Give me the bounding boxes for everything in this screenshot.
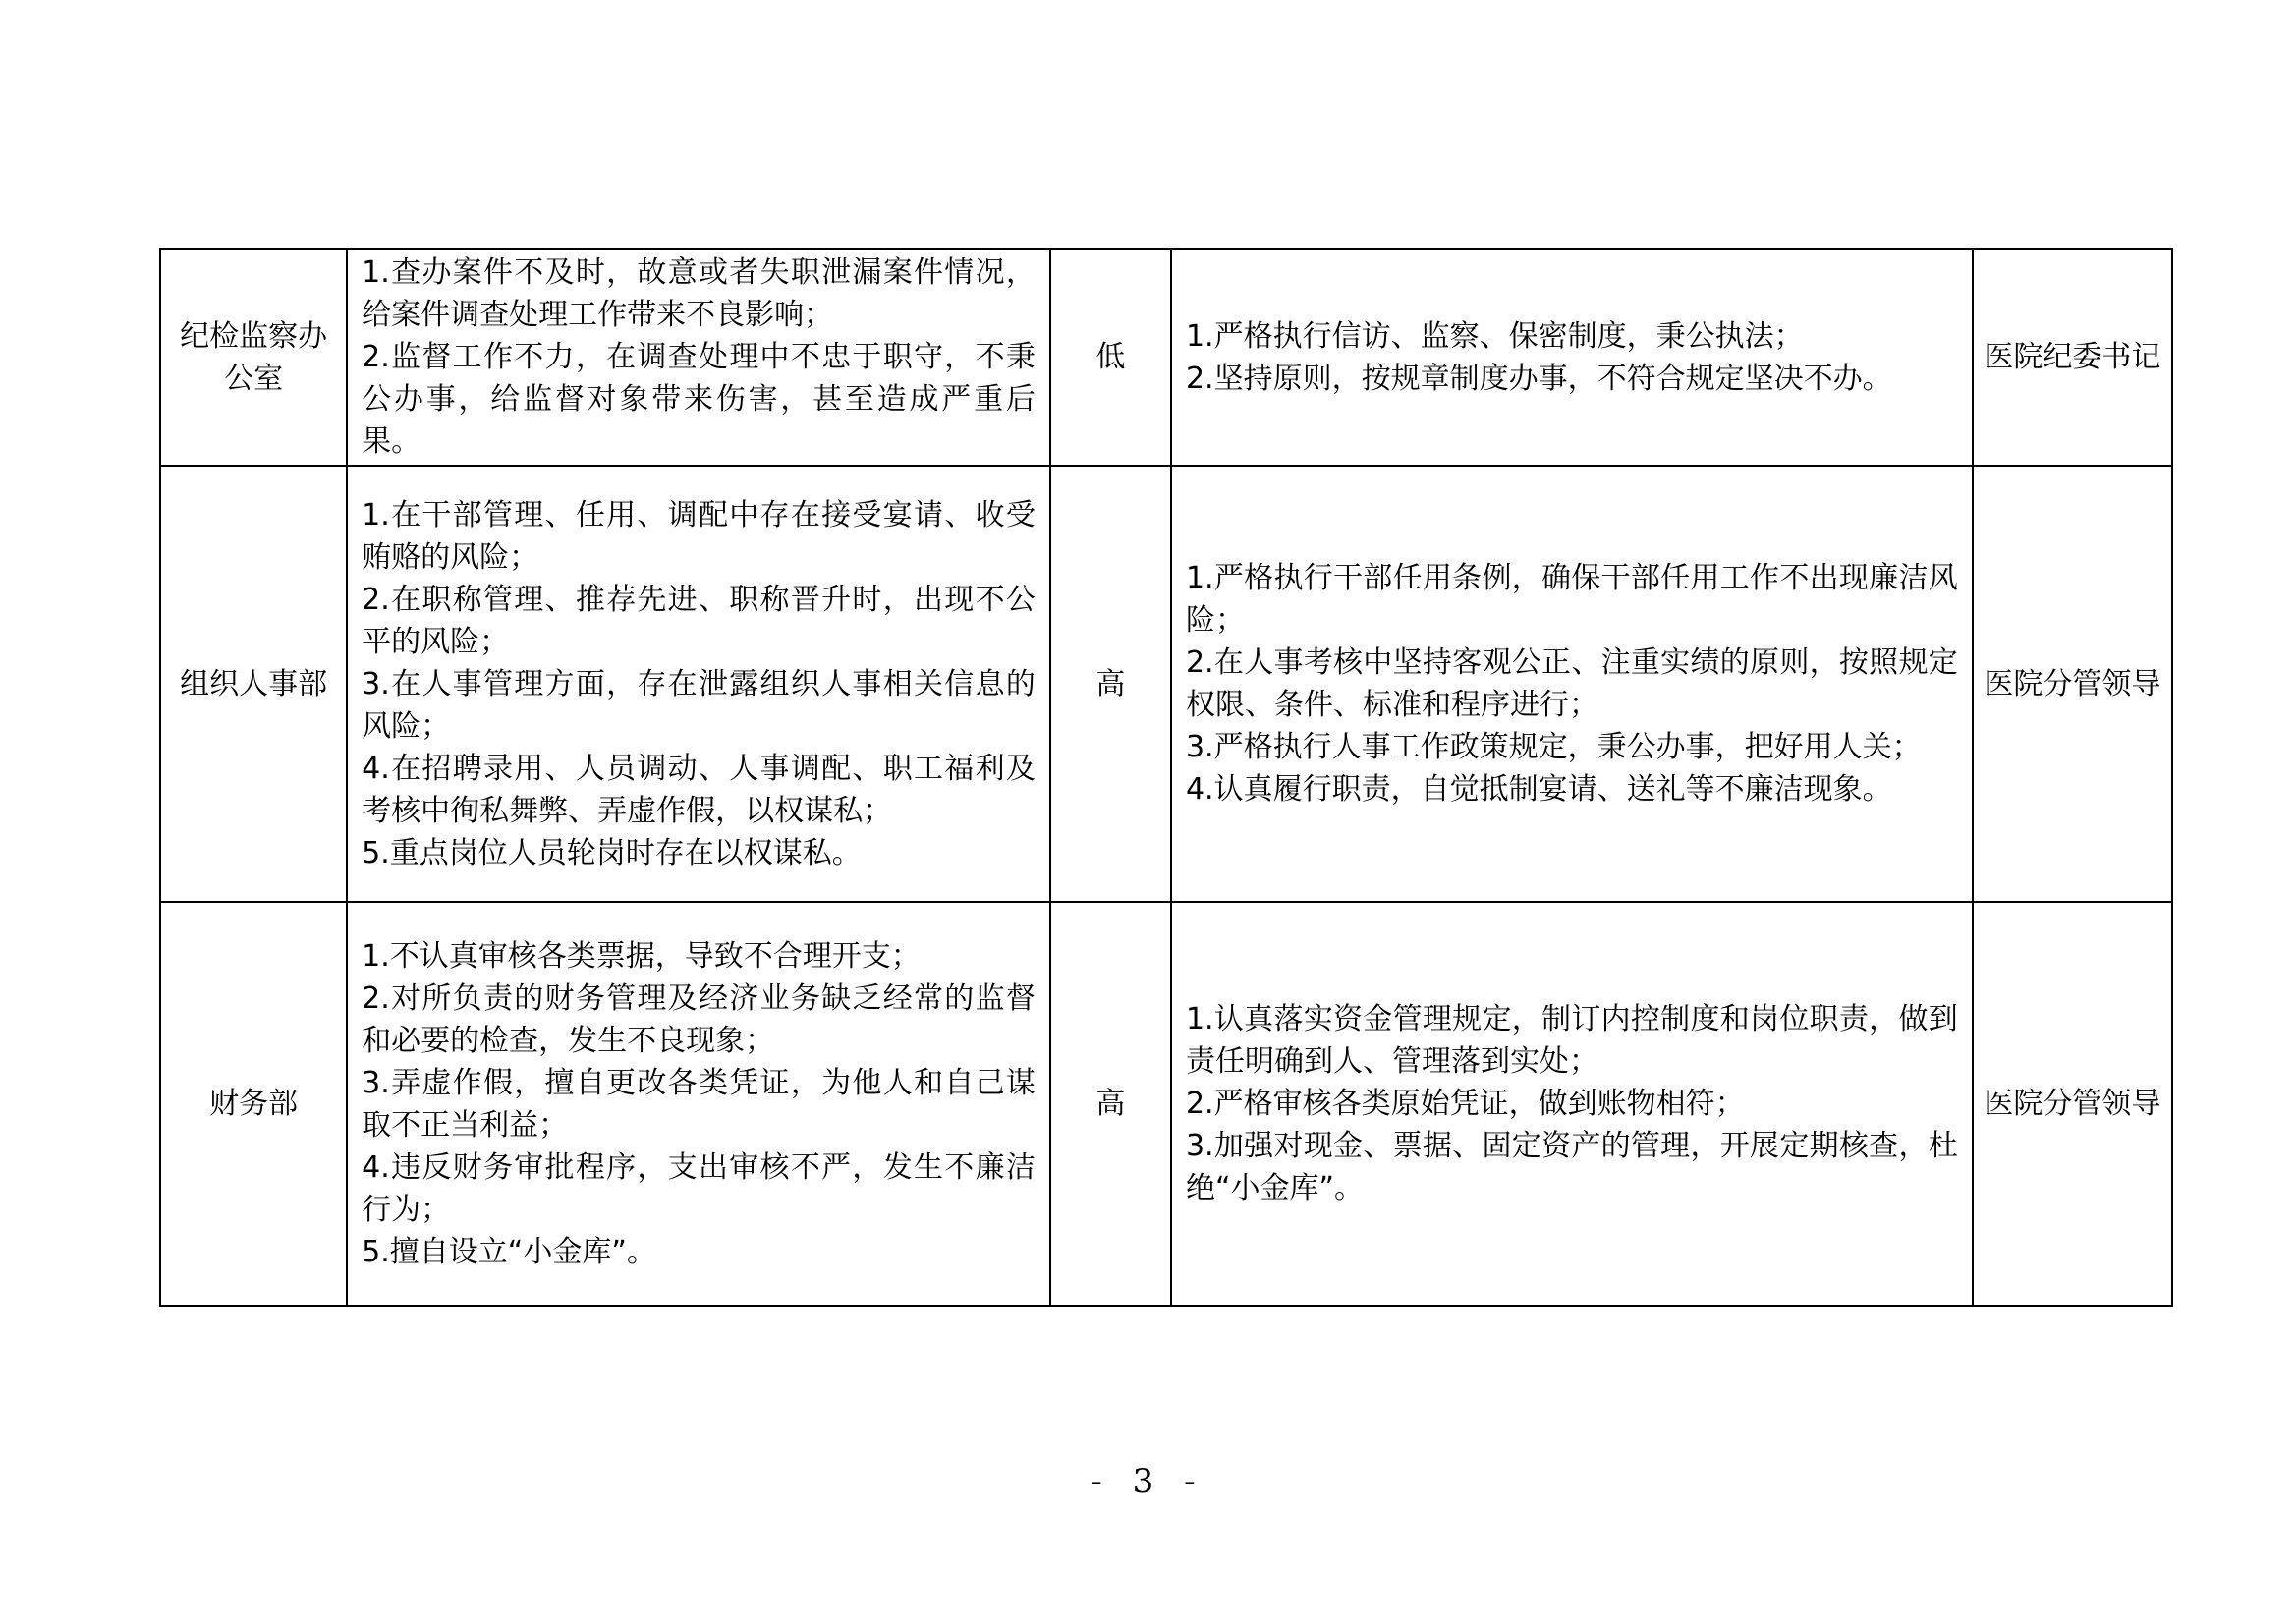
risk-item: 2.监督工作不力，在调查处理中不忠于职守，不秉公办事，给监督对象带来伤害，甚至造成严重后果。 — [362, 340, 1036, 459]
risk-item: 5.重点岗位人员轮岗时存在以权谋私。 — [362, 835, 862, 870]
risk-item: 4.违反财务审批程序，支出审核不严，发生不廉洁行为； — [362, 1149, 1036, 1227]
risk-level-cell: 低 — [1050, 249, 1171, 466]
measure-item: 3.严格执行人事工作政策规定，秉公办事，把好用人关； — [1185, 730, 1922, 764]
department-cell: 组织人事部 — [160, 466, 347, 902]
risk-points-cell — [347, 249, 1050, 466]
table-row — [160, 902, 2172, 1306]
risk-points-cell — [347, 902, 1050, 1306]
measure-item: 1.认真落实资金管理规定，制订内控制度和岗位职责，做到责任明确到人、管理落到实处； — [1185, 1002, 1958, 1079]
risk-control-table — [159, 248, 2173, 1307]
measure-item: 1.严格执行信访、监察、保密制度，秉公执法； — [1185, 318, 1804, 354]
risk-points-cell — [347, 466, 1050, 902]
responsible-cell: 医院分管领导 — [1973, 466, 2172, 902]
risk-item: 1.查办案件不及时，故意或者失职泄漏案件情况，给案件调查处理工作带来不良影响； — [362, 255, 1036, 332]
responsible-cell: 医院纪委书记 — [1973, 249, 2172, 466]
risk-item: 1.在干部管理、任用、调配中存在接受宴请、收受贿赂的风险； — [362, 497, 1036, 575]
risk-item: 5.擅自设立“小金库”。 — [362, 1234, 656, 1269]
measure-item: 4.认真履行职责，自觉抵制宴请、送礼等不廉洁现象。 — [1185, 772, 1892, 807]
risk-item: 3.在人事管理方面，存在泄露组织人事相关信息的风险； — [362, 666, 1036, 744]
department-cell: 财务部 — [160, 902, 347, 1306]
risk-level-cell: 高 — [1050, 466, 1171, 902]
table-row — [160, 466, 2172, 902]
measure-item: 2.坚持原则，按规章制度办事，不符合规定坚决不办。 — [1185, 361, 1892, 396]
page-number: - 3 - — [1091, 1462, 1205, 1501]
risk-item: 1.不认真审核各类票据，导致不合理开支； — [362, 938, 921, 974]
measures-cell — [1171, 466, 1973, 902]
responsible-cell: 医院分管领导 — [1973, 902, 2172, 1306]
measure-item: 2.在人事考核中坚持客观公正、注重实绩的原则，按照规定权限、条件、标准和程序进行； — [1185, 645, 1958, 722]
measures-cell — [1171, 902, 1973, 1306]
measure-item: 2.严格审核各类原始凭证，做到账物相符； — [1185, 1087, 1745, 1121]
risk-level-cell: 高 — [1050, 902, 1171, 1306]
risk-item: 2.在职称管理、推荐先进、职称晋升时，出现不公平的风险； — [362, 582, 1036, 659]
risk-item: 2.对所负责的财务管理及经济业务缺乏经常的监督和必要的检查，发生不良现象； — [362, 980, 1036, 1058]
risk-item: 3.弄虚作假，擅自更改各类凭证，为他人和自己谋取不正当利益； — [362, 1065, 1036, 1143]
measure-item: 3.加强对现金、票据、固定资产的管理，开展定期核查，杜绝“小金库”。 — [1185, 1129, 1958, 1205]
measure-item: 1.严格执行干部任用条例，确保干部任用工作不出现廉洁风险； — [1185, 561, 1958, 638]
measures-cell — [1171, 249, 1973, 466]
department-cell: 纪检监察办公室 — [160, 249, 347, 466]
table-row — [160, 249, 2172, 466]
risk-item: 4.在招聘录用、人员调动、人事调配、职工福利及考核中徇私舞弊、弄虚作假，以权谋私； — [362, 751, 1036, 828]
